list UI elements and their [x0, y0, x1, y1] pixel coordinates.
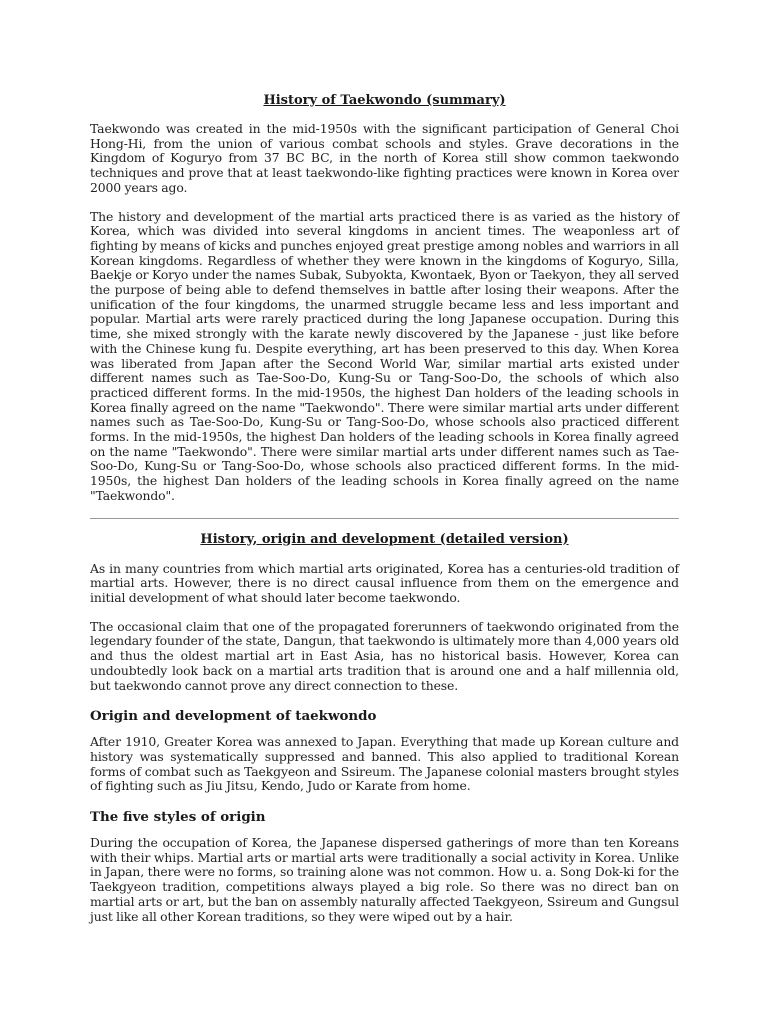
document-content	[90, 93, 679, 924]
detailed-title: History, origin and development (detailed version)	[200, 531, 569, 547]
summary-paragraph-1: Taekwondo was created in the mid-1950s with the significant participation of General Choi Hong-Hi, from the union of various combat schools and styles. Grave decorations in the Kingdom of Koguryo from 37 BC BC, in the north of Korea still show common taekwondo techniques and prove that at least taekwondo-like fighting practices were known in Korea over 2000 years ago.	[90, 121, 679, 195]
five-styles-paragraph: During the occupation of Korea, the Japanese dispersed gatherings of more than ten Koreans with their whips. Martial arts or martial arts were traditionally a social activity in Korea. Unlike in Japan, there were no forms, so training alone was not common. How u. a. Song Dok-ki for the Taekgyeon tradition, competitions always played a big role. So there was no direct ban on martial arts or art, but the ban on assembly naturally affected Taekgyeon, Ssireum and Gungsul just like all other Korean traditions, so they were wiped out by a hair.	[90, 835, 679, 924]
origin-heading: Origin and development of taekwondo	[90, 708, 377, 725]
detailed-paragraph-2: The occasional claim that one of the propagated forerunners of taekwondo originated from the legendary founder of the state, Dangun, that taekwondo is ultimately more than 4,000 years old and thus the oldest martial art in East Asia, has no historical basis. However, Korea can undoubtedly look back on a martial arts tradition that is around one and a half millennia old, but taekwondo cannot prove any direct connection to these.	[90, 618, 679, 693]
summary-paragraph-2: The history and development of the martial arts practiced there is as varied as the history of Korea, which was divided into several kingdoms in ancient times. The weaponless art of fighting by means of kicks and punches enjoyed great prestige among nobles and warriors in all Korean kingdoms. Regardless of whether they were known in the kingdoms of Koguryo, Silla, Baekje or Koryo under the names Subak, Subyokta, Kwontaek, Byon or Taekyon, they all served the purpose of being able to defend themselves in battle after losing their weapons. After the unification of the four kingdoms, the unarmed struggle became less and less important and popular. Martial arts were rarely practiced during the long Japanese occupation. During this time, she mixed strongly with the karate newly discovered by the Japanese - just like before with the Chinese kung fu. Despite everything, art has been preserved to this day. When Korea was liberated from Japan after the Second World War, similar martial arts existed under different names such as Tae-Soo-Do, Kung-Su or Tang-Soo-Do, the schools of which also practiced different forms. In the mid-1950s, the highest Dan holders of the leading schools in Korea finally agreed on the name "Taekwondo". There were similar martial arts under different names such as Tae-Soo-Do, Kung-Su or Tang-Soo-Do, whose schools also practiced different forms. In the mid-1950s, the highest Dan holders of the leading schools in Korea finally agreed on the name "Taekwondo". There were similar martial arts under different names such as Tae-Soo-Do, Kung-Su or Tang-Soo-Do, whose schools also practiced different forms. In the mid-1950s, the highest Dan holders of the leading schools in Korea finally agreed on the name "Taekwondo".	[90, 208, 679, 503]
section-divider	[90, 518, 679, 519]
detailed-paragraph-1: As in many countries from which martial arts originated, Korea has a centuries-old tradition of martial arts. However, there is no direct causal influence from them on the emergence and initial development of what should later become taekwondo.	[90, 560, 679, 605]
summary-title: History of Taekwondo (summary)	[263, 93, 506, 108]
five-styles-heading: The five styles of origin	[90, 809, 266, 826]
origin-paragraph: After 1910, Greater Korea was annexed to Japan. Everything that made up Korean culture and history was systematically suppressed and banned. This also applied to traditional Korean forms of combat such as Taekgyeon and Ssireum. The Japanese colonial masters brought styles of fighting such as Jiu Jitsu, Kendo, Judo or Karate from home.	[90, 734, 679, 794]
